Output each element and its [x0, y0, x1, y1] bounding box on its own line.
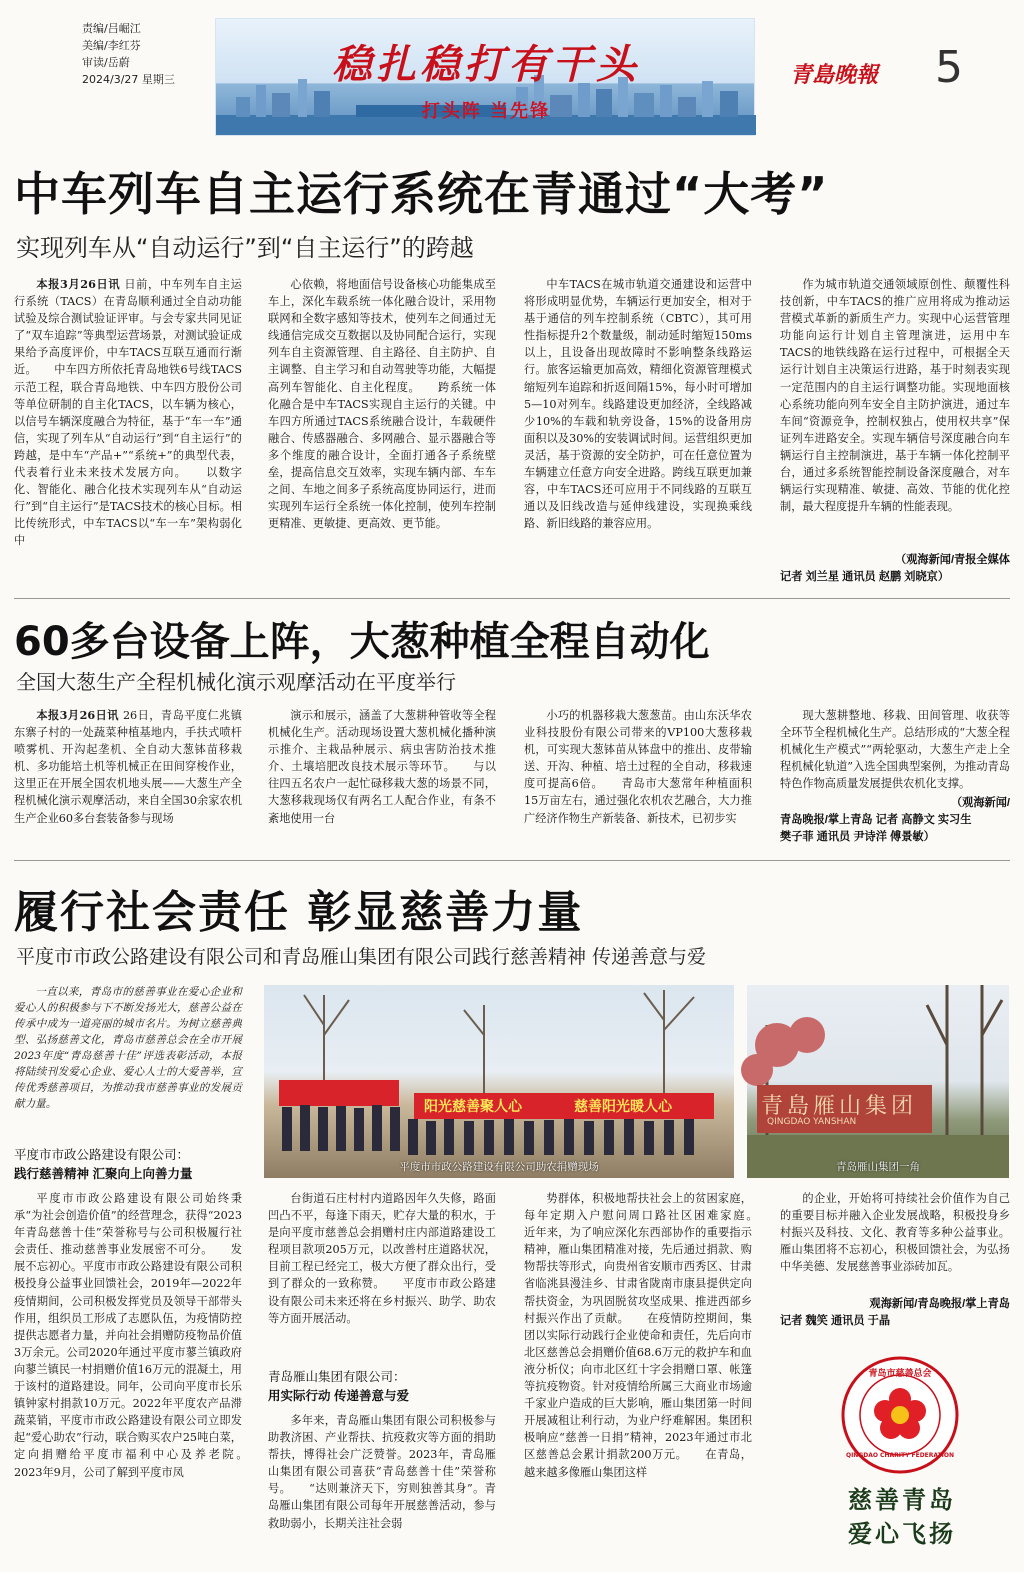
- article1-col2: 心依赖，将地面信号设备核心功能集成至车上，深化车载系统一体化融合设计，采用物联网和全数字感知等技术，使列车之间通过无线通信完成交互数据以及协同配合运行，实现列车自主资源管理、自主路径、自主防护、自主调整、自主学习和自动驾驶等功能，大幅提高列车智能化、自主化程度。 跨系统一体化融合是中车TACS实现自主运行的关键。中车四方所通过TACS系统融合设计，车载硬件融合、传感器融合、多网融合、显示器融合等多个维度的融合设计，全面打通各子系统壁垒，提高信息交互效率，实现车辆内部、车车之间、车地之间多子系统高度协同运行，进而实现列车运行全系统一体化控制，使列车控制更精准、更敏捷、更高效、更节能。: [268, 278, 496, 531]
- logo-text-en: QINGDAO CHARITY FEDERATION: [845, 1452, 955, 1459]
- article3-intro: 一直以来，青岛市的慈善事业在爱心企业和爱心人的积极参与下不断发扬光大，慈善公益在传承中成为一道亮丽的城市名片。为树立慈善典型、弘扬慈善文化，青岛市慈善总会在全市开展2023年度“青岛慈善十佳”评选表彰活动，本报将陆续刊发爱心企业、爱心人士的大爱善举，宣传优秀慈善项目，为推动我市慈善事业的发展贡献力量。: [14, 986, 242, 1110]
- article3-subhead: 平度市市政公路建设有限公司和青岛雁山集团有限公司践行慈善精神 传递善意与爱: [16, 946, 707, 968]
- article1-col1: 本报3月26日讯 日前，中车列车自主运行系统（TACS）在青岛顺利通过全自动功能试验及综合测试验证评审。与会专家共同见证了“双车追踪”等典型运营场景，对测试验证成果给予高度评价，中车TACS互联互通而行渐近。 中车四方所依托青岛地铁6号线TACS示范工程，联合青岛地铁、中车四方股份公司等单位研制的自主化TACS，以车辆为核心，以信号车辆深度融合为特征，基于“车一车”通信，实现了列车从“自动运行”到“自主运行”的跨越，是中车“产品+”“系统+”的典型代表，代表着行业未来技术发展方向。 以数字化、智能化、融合化技术实现列车从“自动运行”到“自主运行”是TACS技术的核心目标。相比传统形式，中车TACS以“车一车”架构弱化中: [14, 277, 242, 548]
- article2-col3: 小巧的机器移栽大葱葱苗。由山东沃华农业科技股份有限公司带来的VP100大葱移栽机，可实现大葱钵苗从钵盘中的推出、皮带输送、开沟、种植、培土过程的全自动，移栽速度可提高6倍。 青岛市大葱常年种植面积15万亩左右，通过强化农机农艺融合，大力推广经济作物生产新装备、新技术，已初步实: [524, 709, 752, 825]
- section1-slogan: 践行慈善精神 汇聚向上向善力量: [14, 1167, 193, 1181]
- divider: [14, 860, 1010, 861]
- article3-section1-heading: [14, 1146, 250, 1184]
- banner-title: 稳扎稳打有干头: [332, 41, 640, 88]
- slogan-line-1: 慈善青岛: [848, 1486, 956, 1514]
- editor-info: [82, 20, 175, 88]
- section1-company: 平度市市政公路建设有限公司：: [14, 1148, 190, 1162]
- yanshan-photo: [747, 985, 1009, 1178]
- article2-headline: 60多台设备上阵，大葱种植全程自动化: [14, 619, 710, 665]
- photo1-banner-b: 慈善阳光暖人心: [574, 1099, 672, 1115]
- article1-subhead: 实现列车从“自动运行”到“自主运行”的跨越: [16, 234, 474, 262]
- issue-date: 2024/3/27 星期三: [82, 73, 175, 86]
- masthead: [0, 0, 1024, 140]
- editor: 责编/吕崛江: [82, 22, 141, 35]
- article3-col1: 平度市市政公路建设有限公司始终秉承“为社会创造价值”的经营理念，获得“2023年青岛慈善十佳”荣誉称号与公司积极履行社会责任、推动慈善事业发展密不可分。 发展不忘初心。平度市市政公路建设有限公司积极投身公益事业回馈社会，2019年—2022年疫情期间，公司积极发挥党员及领导干部带头作用，组织员工形成了志愿队伍，为疫情防控提供志愿者力量，并向社会捐赠防疫物品价值3万余元。公司2020年通过平度市蓼兰镇政府向蓼兰镇民一村捐赠价值16万元的混凝土，用于该村的道路建设。同年，公司向平度市长乐镇钟家村捐款10万元。2022年平度农产品滞蔬菜销，平度市市政公路建设有限公司立即发起“爱心助农”行动，联合购买农户25吨白菜，定向捐赠给平度市福利中心及养老院。 2023年9月，公司了解到平度市凤: [14, 1192, 265, 1479]
- donation-scene-image: [264, 985, 734, 1178]
- photo2-caption: 青岛雁山集团一角: [836, 1161, 920, 1173]
- article1-headline: 中车列车自主运行系统在青通过“大考”: [14, 167, 829, 221]
- article2-subhead: 全国大葱生产全程机械化演示观摩活动在平度举行: [16, 670, 456, 694]
- article3-headline: 履行社会责任 彰显慈善力量: [14, 887, 584, 938]
- photo1-banner-a: 阳光慈善聚人心: [424, 1099, 522, 1115]
- page-number: 5: [935, 42, 963, 93]
- article2-col1: 本报3月26日讯 26日，青岛平度仁兆镇东寨子村的一处蔬菜种植基地内，手扶式喷杆喷雾机、开沟起垄机、全自动大葱钵苗移栽机、多功能培土机等机械正在田间穿梭作业，这里正在开展全国农机地头展——大葱生产全程机械化演示观摩活动，来自全国30余家农机生产企业60多台套装备参与现场: [14, 708, 242, 825]
- photo1-caption: 平度市市政公路建设有限公司助农捐赠现场: [399, 1161, 599, 1173]
- logo-text: 青岛市慈善总会: [868, 1369, 932, 1379]
- article3-col2a: 台街道石庄村村内道路因年久失修，路面凹凸不平，每逢下雨天，贮存大量的积水，于是向平度市慈善总会捐赠村庄内部道路建设工程项目款项205万元，以改善村庄道路状况，目前工程已经完工，极大方便了群众出行，受到了群众的一致称赞。 平度市市政公路建设有限公司未来还将在乡村振兴、助学、助农等方面开展活动。: [268, 1192, 496, 1325]
- article2-byline-2: 樊子菲 通讯员 尹诗洋 傅景敏）: [780, 831, 935, 843]
- article3-section2-heading: [268, 1368, 498, 1406]
- article2-col4: 现大葱耕整地、移栽、田间管理、收获等全环节全程机械化生产。总结形成的“大葱全程机械化生产模式”“两轮驱动，大葱生产走上全程机械化轨道”入选全国典型案例，为推动青岛特色作物高质量发展提供农机化支撑。: [780, 709, 1010, 791]
- article1-col4: 作为城市轨道交通领域原创性、颠覆性科技创新，中车TACS的推广应用将成为推动运营模式革新的新质生产力。实现中心运营管理功能向运行计划自主管理演进，运用中车TACS的地铁线路在运行过程中，可根据全天运行计划自主决策运行进路，基于时刻表实现一定范围内的自主运行调整功能。实现地面核心系统功能向列车安全自主防护演进，通过车车间“资源竞争，控制权独占，使用权共享”保证列车进路安全。实现车辆信号深度融合向车辆运行自主控制演进，基于车辆一体化控制平台，通过多系统智能控制设备深度融合，对车辆运行实现精准、敏捷、高效、节能的优化控制，最大程度提升车辆的性能表现。: [780, 278, 1010, 514]
- article2-col2: 演示和展示，涵盖了大葱耕种管收等全程机械化生产。活动现场设置大葱机械化播种演示推介、主栽品种展示、病虫害防治技术推介、土壤培肥改良技术展示等环节。 与以往四五名农户一起忙碌移栽大葱的场景不同，大葱移栽现场仅有两名工人配合作业，有条不紊地使用一台: [268, 709, 496, 825]
- yanshan-scene-image: [747, 985, 1009, 1178]
- section2-slogan: 用实际行动 传递善意与爱: [268, 1389, 409, 1403]
- donation-photo: [264, 985, 734, 1178]
- article3-col2b: 多年来，青岛雁山集团有限公司积极参与助教济困、产业帮扶、抗疫救灾等方面的捐助帮扶，博得社会广泛赞誉。2023年，青岛雁山集团有限公司喜获“青岛慈善十佳”荣誉称号。 “达则兼济天下，穷则独善其身”。青岛雁山集团有限公司每年开展慈善活动，参与救助弱小，长期关注社会弱: [268, 1414, 496, 1530]
- article1-byline: 记者 刘兰星 通讯员 赵鹏 刘晓京）: [780, 571, 950, 583]
- reviewer: 审读/岳蔚: [82, 56, 130, 69]
- article3-source: 观海新闻/青岛晚报/掌上青岛: [869, 1298, 1010, 1310]
- article1-source: （观海新闻/青报全媒体: [895, 554, 1010, 566]
- newspaper-name: 青島晚報: [790, 62, 879, 88]
- photo2-sign-en: QINGDAO YANSHAN: [767, 1117, 857, 1127]
- divider: [14, 598, 1010, 599]
- article1-col3: 中车TACS在城市轨道交通建设和运营中将形成明显优势，车辆运行更加安全，相对于基于通信的列车控制系统（CBTC），其可用性指标提升2个数量级，制动延时缩短150ms以上，且设备出现故障时不影响整条线路运行。旅客运输更加高效，精细化资源管理模式缩短列车追踪和折返间隔15%，每小时可增加5—10对列车。线路建设更加经济，全线路减少10%的车载和轨旁设备，15%的设备用房面积以及30%的安装调试时间。运营组织更加灵活，基于资源的安全防护，可在任意位置为车辆建立任意方向安全进路。跨线互联更加兼容，中车TACS还可应用于不同线路的互联互通以及旧线改造与延伸线建设，实现换乘线路、新旧线路的兼容应用。: [524, 278, 752, 531]
- section-banner: [215, 18, 755, 136]
- art-editor: 美编/李红芬: [82, 39, 141, 52]
- article2-byline-1: 青岛晚报/掌上青岛 记者 高静文 实习生: [780, 814, 972, 826]
- article3-col4: 的企业，开始将可持续社会价值作为自己的重要目标并融入企业发展战略，积极投身乡村振兴及科技、文化、教育等多种公益事业。雁山集团将不忘初心，积极回馈社会，为弘扬中华美德、发展慈善事业添砖加瓦。: [780, 1192, 1010, 1274]
- article2-source: （观海新闻/: [950, 797, 1010, 809]
- article3-col3: 势群体，积极地帮扶社会上的贫困家庭，每年定期入户慰问周口路社区困难家庭。 近年来，为了响应深化东西部协作的重要指示精神，雁山集团精准对接，先后通过捐款、购物帮扶等形式，向贵州省安顺市西秀区、甘肃省临洮县漫洼乡、甘肃省陇南市康县提供定向帮扶资金，为巩固脱贫攻坚成果、推进西部乡村振兴作出了贡献。 在疫情防控期间，集团以实际行动践行企业使命和责任，先后向市北区慈善总会捐赠价值68.6万元的救护车和血液分析仪；向市北区红十字会捐赠口罩、帐篷等抗疫物资。针对疫情给所属三大商业市场逾千家业户造成的巨大影响，雁山集团第一时间开展减租让利行动，为业户纾难解困。集团积极响应“慈善一日捐”精神，2023年通过市北区慈善总会累计捐款200万元。 在青岛，越来越多像雁山集团这样: [524, 1192, 775, 1479]
- article3-byline: 记者 魏笑 通讯员 于晶: [780, 1315, 891, 1327]
- photo2-sign: 青島雁山集团: [761, 1094, 918, 1119]
- section2-company: 青岛雁山集团有限公司：: [268, 1370, 406, 1384]
- banner-subtitle: 打头阵 当先锋: [421, 101, 551, 122]
- article2-dateline: 本报3月26日讯: [36, 708, 119, 722]
- article1-dateline: 本报3月26日讯: [36, 277, 121, 291]
- slogan-line-2: 爱心飞扬: [848, 1520, 956, 1548]
